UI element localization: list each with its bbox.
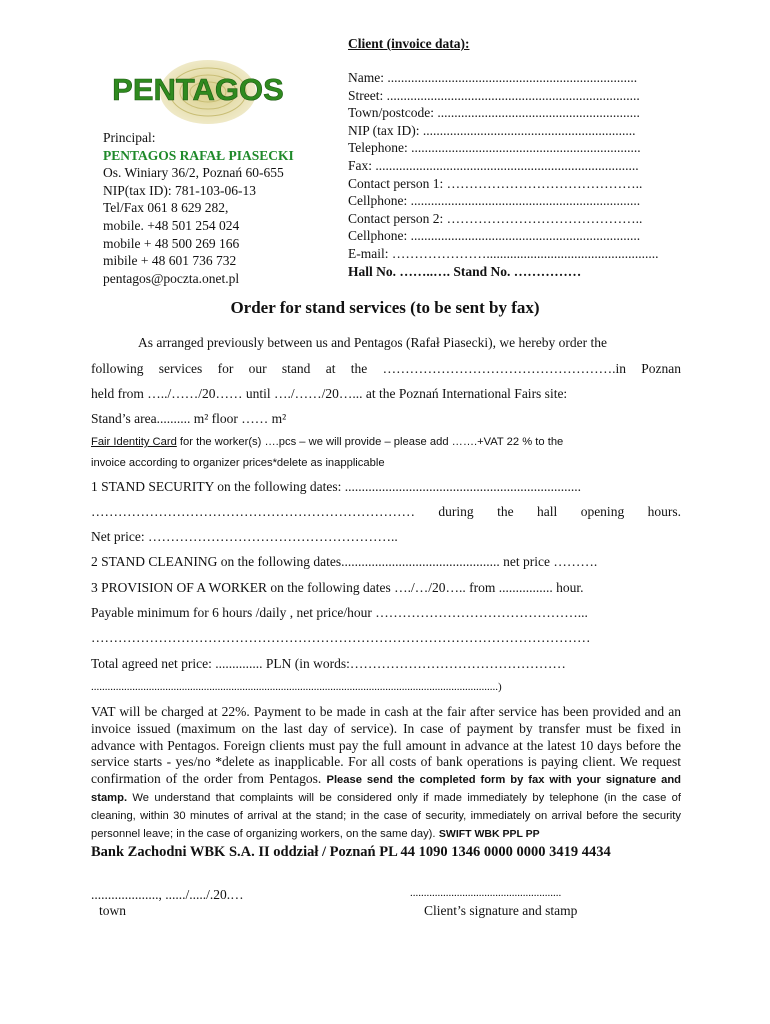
client-cellphone2-field: Cellphone: .................................................................... (348, 228, 641, 244)
fair-card-label: Fair Identity Card (91, 436, 177, 448)
swift-code: SWIFT WBK PPL PP (438, 827, 540, 840)
intro-line-3: held from …../……/20…… until …./……/20…... at the Poznań International Fairs site: (91, 386, 568, 401)
vat-text: VAT will be charged at 22%. Payment to be made in cash at the fair after service has been provided and an invoice issued (maximum on the last day of service). In case of payment by transfer must be fixed in advance with Pentagos. Foreign clients must pay the full amount in advance at the latest 10 days before the service starts - yes/no *delete as inapplicable. For all costs of bank operations is paying client. We request confirmation of the order from Pentagos. (91, 704, 681, 787)
client-section-title: Client (invoice data): (348, 36, 470, 51)
principal-mobile1: mobile. +48 501 254 024 (103, 217, 240, 233)
principal-nip: NIP(tax ID): 781-103-06-13 (103, 182, 256, 198)
client-town-field: Town/postcode: ............................................................ (348, 105, 640, 121)
total-line-2: ....................................................................................................................................................) (91, 681, 502, 693)
intro-line-2: following services for our stand at the …………………………………………….in Poznan (91, 361, 681, 376)
client-email-field: E-mail: …………………................................................... (348, 245, 659, 261)
bank-account: Bank Zachodni WBK S.A. II oddział / Poznań PL 44 1090 1346 0000 0000 3419 4434 (91, 844, 611, 860)
fair-card-line-2: invoice according to organizer prices*delete as inapplicable (91, 457, 385, 469)
town-label: town (99, 903, 126, 918)
stand-area-line: Stand’s area.......... m² floor …… m² (91, 411, 287, 426)
intro-line-1: As arranged previously between us and Pentagos (Rafał Piasecki), we hereby order the (138, 335, 607, 350)
fair-card-text: for the worker(s) ….pcs – we will provide – please add …….+VAT 22 % to the (176, 436, 564, 448)
document-heading: Order for stand services (to be sent by fax) (230, 298, 540, 317)
send-form-instruction: Please send the completed form by fax with your signature and stamp. (91, 774, 681, 804)
signature-label: Client’s signature and stamp (424, 903, 578, 918)
principal-email: pentagos@poczta.onet.pl (103, 270, 240, 286)
client-telephone-field: Telephone: .................................................................... (348, 140, 641, 156)
client-name-field: Name: .......................................................................... (348, 70, 638, 85)
client-street-field: Street: ........................................................................... (348, 87, 640, 103)
client-fields (348, 69, 659, 280)
net-price-line: Net price: ……………………………………………….. (91, 529, 398, 544)
principal-company: PENTAGOS RAFAŁ PIASECKI (103, 147, 294, 163)
principal-mobile2: mobile + 48 500 269 166 (103, 235, 240, 251)
principal-label: Principal: (103, 130, 156, 145)
worker-line: 3 PROVISION OF A WORKER on the following dates …./…/20….. from ................ hour. (91, 580, 584, 595)
dots-line: ………………………………………………………………………………………………… (91, 630, 591, 645)
date-place-line: ...................., ....../...../.20.… (91, 887, 244, 902)
client-cellphone1-field: Cellphone: .................................................................... (348, 193, 641, 209)
security-line: 1 STAND SECURITY on the following dates: ...................................................................... (91, 479, 582, 494)
vat-paragraph (91, 704, 681, 842)
signature-line: ....................................................... (410, 887, 562, 899)
fair-card-line (91, 436, 681, 448)
client-contact1-field: Contact person 1: …………………………………….. (348, 175, 643, 191)
logo-wordmark: PENTAGOS (112, 72, 284, 107)
client-fax-field: Fax: .............................................................................. (348, 157, 639, 173)
total-line: Total agreed net price: .............. PLN (in words:………………………………………… (91, 656, 566, 671)
payable-line: Payable minimum for 6 hours /daily , net price/hour ………………………………………... (91, 605, 588, 620)
pentagos-logo (98, 58, 298, 128)
cleaning-line: 2 STAND CLEANING on the following dates............................................... net price ………. (91, 554, 598, 569)
principal-mobile3: mibile + 48 601 736 732 (103, 253, 237, 269)
principal-block (103, 129, 294, 287)
complaints-text: We understand that complaints will be considered only if made immediately by telephone (in the case of cleaning, within 30 minutes of arrival at the stand; in the case of security, immediately on arrival before the security personnel leave; in the case of organizing workers, on the same day). (91, 791, 681, 840)
client-contact2-field: Contact person 2: …………………………………….. (348, 210, 643, 226)
security-line-2: ……………………………………………………………… during the hall opening hours. (91, 504, 681, 519)
principal-address: Os. Winiary 36/2, Poznań 60-655 (103, 165, 284, 181)
client-nip-field: NIP (tax ID): ............................................................... (348, 122, 636, 138)
principal-telfax: Tel/Fax 061 8 629 282, (103, 200, 229, 216)
hall-stand-field: Hall No. ……..…. Stand No. …………… (348, 263, 582, 279)
